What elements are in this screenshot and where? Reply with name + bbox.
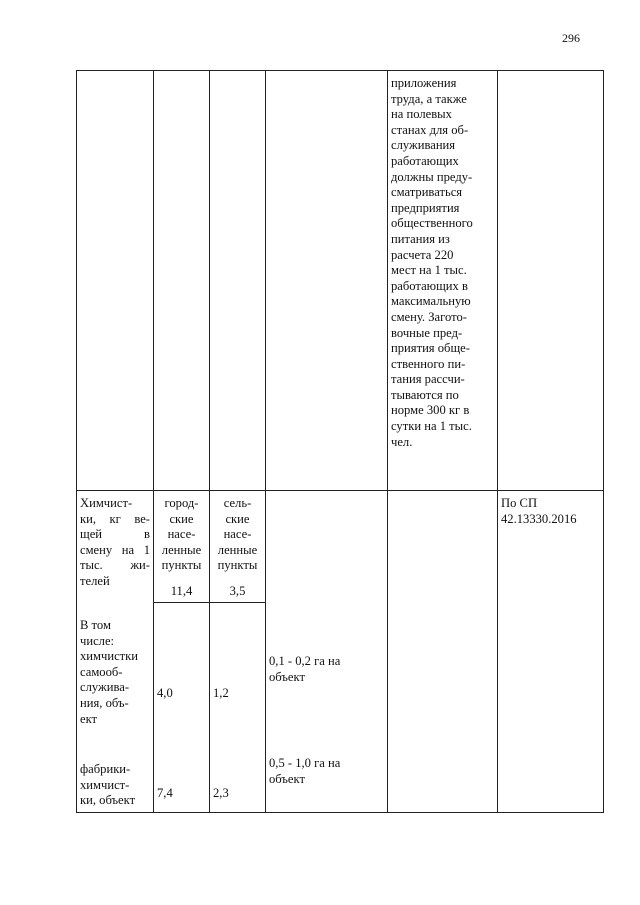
self-service-rural: 1,2 [213,686,229,700]
catering-norm-text: приложения труда, а также на полевых станах для об- служивания работающих должны преду- сматриваться предприятия общественного питания из расчета 220 мест на 1 тыс. работающих в максимальную смену. Загото- вочные пред- приятия обще- ственного пи- тания рассчи- тываются по норме 300 кг в сутки на 1 тыс. чел. [391,76,473,449]
self-service-area: 0,1 - 0,2 га на объект [269,654,341,684]
col-divider-4 [387,70,388,813]
col-divider-3 [265,70,266,813]
factories-label: фабрики- химчист- ки, объект [80,762,136,808]
self-service-label: В том числе: химчистки самооб- служива- ния, объ- ект [80,618,139,726]
factories-rural: 2,3 [213,786,229,800]
rural-capacity-value: 3,5 [229,584,246,598]
dry-cleaning-title: Химчист- ки, кг ве- щей в смену на 1 тыс. жи- телей [80,496,150,588]
col-divider-1 [153,70,154,813]
self-service-urban: 4,0 [157,686,173,700]
col-divider-2 [209,70,210,813]
table-right-border [603,70,604,813]
regulation-reference: По СП 42.13330.2016 [501,496,577,526]
factories-area: 0,5 - 1,0 га на объект [269,756,341,786]
table-bottom-border [76,812,604,813]
col-divider-5 [497,70,498,813]
urban-capacity-value: 11,4 [170,584,193,598]
table-left-border [76,70,77,813]
page-number: 296 [562,31,580,45]
factories-urban: 7,4 [157,786,173,800]
table-top-border [76,70,604,71]
urban-settlements-header: город- ские насе- ленные пункты [161,496,202,573]
rural-settlements-header: сель- ские насе- ленные пункты [217,496,258,573]
row-divider [76,490,604,491]
